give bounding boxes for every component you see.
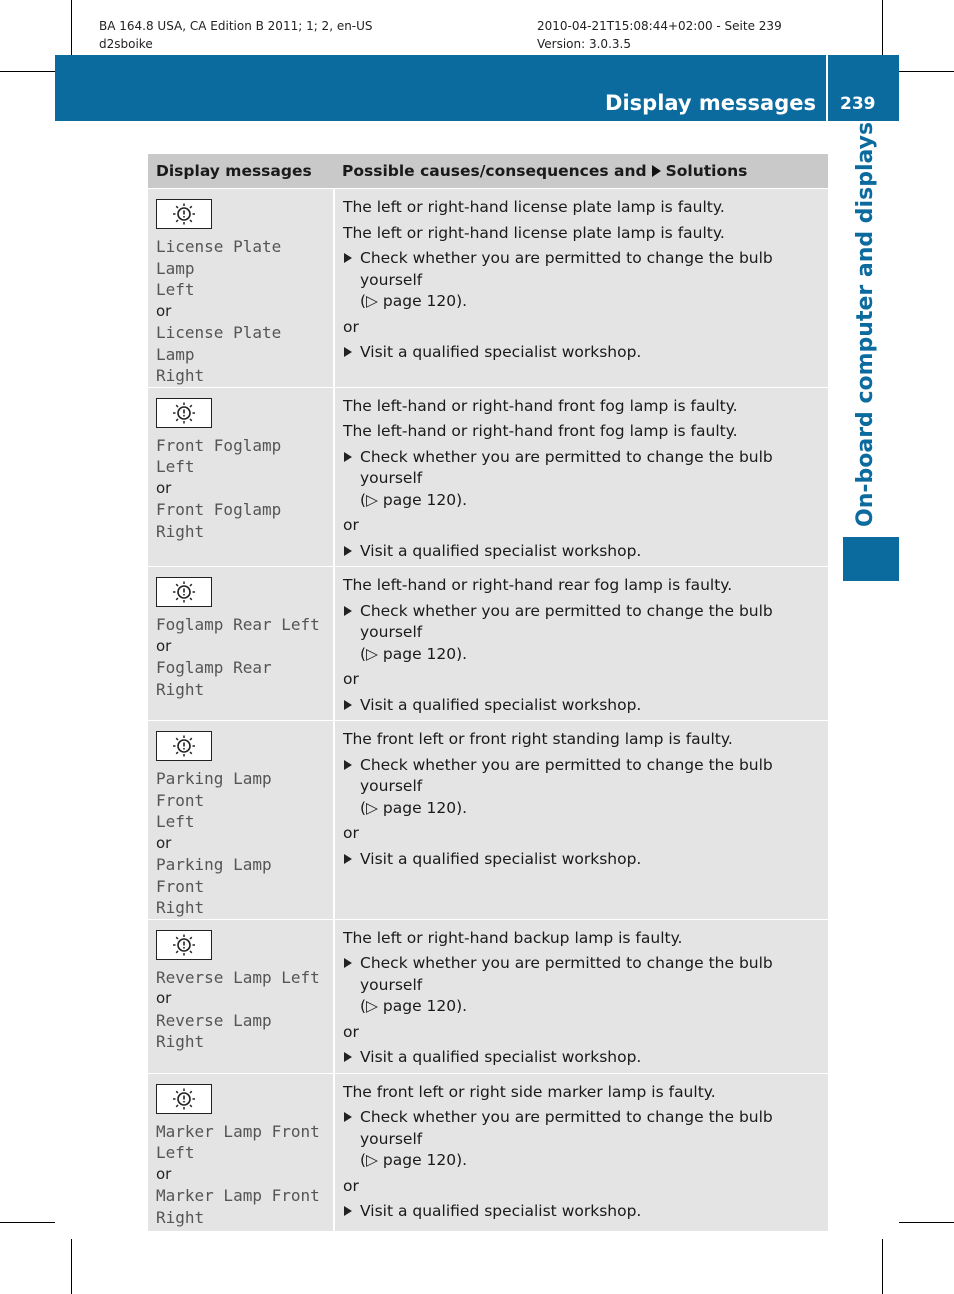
- page-reference: (▷ page 120).: [360, 997, 468, 1015]
- page-number: 239: [840, 94, 876, 114]
- or-text: or: [343, 317, 359, 336]
- solution-step: [343, 447, 822, 512]
- display-message: License Plate Lamp Right: [156, 323, 282, 385]
- step-text: Check whether you are permitted to change the bulb yourself: [360, 601, 773, 641]
- message-cell: [148, 721, 334, 920]
- crop-mark: [882, 0, 883, 55]
- page-reference: (▷ page 120).: [360, 490, 468, 509]
- crop-mark: [71, 1239, 72, 1294]
- display-message: Front Foglamp Left: [156, 435, 282, 476]
- print-meta-left: [99, 17, 373, 53]
- message-cell: [148, 189, 334, 388]
- bulb-warning-icon: [156, 199, 212, 229]
- step-arrow-icon: [344, 1206, 352, 1216]
- display-message: Reverse Lamp Right: [156, 1010, 272, 1051]
- chapter-title: On-board computer and displays: [853, 121, 878, 527]
- print-meta-right: [537, 17, 782, 53]
- cause-text: The left or right-hand backup lamp is faulty.: [343, 928, 683, 947]
- bulb-warning-icon: [156, 577, 212, 607]
- section-banner: [55, 55, 899, 121]
- solution-step: [343, 1047, 822, 1069]
- column-header-messages: Display messages: [148, 154, 334, 189]
- step-arrow-icon: [344, 700, 352, 710]
- cause-text: The front left or right side marker lamp is faulty.: [343, 1082, 716, 1101]
- section-title: Display messages: [605, 91, 816, 115]
- solution-step: [343, 755, 822, 820]
- crop-mark: [899, 1222, 954, 1223]
- chapter-tab-marker: [843, 537, 899, 581]
- display-message: Front Foglamp Right: [156, 500, 282, 541]
- table-row: [148, 919, 828, 1073]
- print-meta-line: 2010-04-21T15:08:44+02:00 - Seite 239: [537, 19, 782, 33]
- solution-step: [343, 849, 822, 871]
- chapter-side-label: [836, 121, 896, 527]
- or-text: or: [343, 824, 359, 842]
- step-text: Check whether you are permitted to change the bulb yourself: [360, 1108, 773, 1148]
- page-reference: (▷ page 120).: [360, 292, 468, 310]
- cause-text: The left or right-hand license plate lamp is faulty.: [343, 198, 725, 216]
- step-text: Check whether you are permitted to change the bulb yourself: [360, 447, 773, 487]
- display-message: License Plate Lamp Left: [156, 237, 282, 299]
- solution-step: [343, 601, 822, 666]
- crop-mark: [71, 0, 72, 55]
- solution-step: [343, 953, 822, 1018]
- solution-step: [343, 342, 822, 364]
- display-message: Marker Lamp Front Right: [156, 1186, 320, 1227]
- solution-cell: [334, 721, 828, 920]
- step-arrow-icon: [344, 606, 352, 616]
- or-text: or: [156, 833, 172, 852]
- print-meta-line: d2sboike: [99, 37, 153, 51]
- crop-mark: [899, 71, 954, 72]
- or-text: or: [343, 516, 359, 534]
- step-text: Check whether you are permitted to change the bulb yourself: [360, 249, 773, 289]
- or-text: or: [156, 478, 172, 497]
- solution-cell: [334, 567, 828, 721]
- bulb-warning-icon: [156, 731, 212, 761]
- step-arrow-icon: [344, 253, 352, 263]
- or-text: or: [156, 1164, 172, 1183]
- step-text: Check whether you are permitted to change the bulb yourself: [360, 755, 773, 795]
- crop-mark: [0, 1222, 55, 1223]
- step-arrow-icon: [344, 452, 352, 462]
- step-arrow-icon: [344, 958, 352, 968]
- table-row: [148, 567, 828, 721]
- or-text: or: [156, 301, 172, 320]
- step-arrow-icon: [344, 546, 352, 556]
- page-reference: (▷ page 120).: [360, 1151, 468, 1169]
- message-cell: [148, 387, 334, 567]
- or-text: or: [343, 670, 359, 688]
- arrow-right-icon: [652, 165, 661, 177]
- display-message: Parking Lamp Front Left: [156, 769, 272, 831]
- display-messages-table: [148, 154, 828, 1231]
- cause-text: The front left or front right standing lamp is faulty.: [343, 730, 733, 748]
- solution-cell: [334, 1073, 828, 1231]
- print-meta-line: Version: 3.0.3.5: [537, 37, 631, 51]
- cause-text: The left-hand or right-hand front fog lamp is faulty.: [343, 422, 738, 440]
- message-cell: [148, 1073, 334, 1231]
- solution-step: [343, 248, 822, 313]
- table-row: [148, 189, 828, 388]
- solution-step: [343, 1107, 822, 1172]
- display-message: Marker Lamp Front Left: [156, 1121, 320, 1162]
- step-text: Visit a qualified specialist workshop.: [360, 1048, 642, 1066]
- print-meta-line: BA 164.8 USA, CA Edition B 2011; 1; 2, en-US: [99, 19, 373, 33]
- or-text: or: [156, 636, 172, 655]
- table-header-row: [148, 154, 828, 189]
- column-header-text: Solutions: [665, 162, 748, 180]
- solution-step: [343, 1201, 822, 1223]
- solution-cell: [334, 919, 828, 1073]
- display-message: Foglamp Rear Left: [156, 615, 320, 634]
- solution-cell: [334, 387, 828, 567]
- step-arrow-icon: [344, 760, 352, 770]
- cause-text: The left-hand or right-hand front fog lamp is faulty.: [343, 396, 738, 415]
- bulb-warning-icon: [156, 1084, 212, 1114]
- crop-mark: [0, 71, 55, 72]
- display-message: Reverse Lamp Left: [156, 967, 320, 987]
- page-reference: (▷ page 120).: [360, 644, 468, 663]
- page-reference: (▷ page 120).: [360, 798, 468, 817]
- column-header-solutions: [334, 154, 828, 189]
- or-text: or: [343, 1176, 359, 1195]
- display-message: Foglamp Rear Right: [156, 658, 272, 699]
- column-header-text: Possible causes/consequences and: [342, 162, 647, 180]
- bulb-warning-icon: [156, 930, 212, 960]
- step-text: Visit a qualified specialist workshop.: [360, 1202, 642, 1220]
- crop-mark: [882, 1239, 883, 1294]
- step-text: Check whether you are permitted to change the bulb yourself: [360, 954, 773, 994]
- step-arrow-icon: [344, 1112, 352, 1122]
- table-row: [148, 1073, 828, 1231]
- cause-text: The left or right-hand license plate lamp is faulty.: [343, 223, 725, 242]
- step-text: Visit a qualified specialist workshop.: [360, 541, 642, 560]
- message-cell: [148, 567, 334, 721]
- step-text: Visit a qualified specialist workshop.: [360, 849, 642, 868]
- cause-text: The left-hand or right-hand rear fog lamp is faulty.: [343, 576, 733, 594]
- message-cell: [148, 919, 334, 1073]
- banner-divider: [826, 55, 828, 121]
- step-text: Visit a qualified specialist workshop.: [360, 695, 642, 714]
- table-row: [148, 387, 828, 567]
- solution-step: [343, 695, 822, 717]
- step-arrow-icon: [344, 347, 352, 357]
- bulb-warning-icon: [156, 398, 212, 428]
- solution-cell: [334, 189, 828, 388]
- table-row: [148, 721, 828, 920]
- or-text: or: [156, 989, 172, 1007]
- or-text: or: [343, 1022, 359, 1041]
- solution-step: [343, 541, 822, 563]
- step-arrow-icon: [344, 854, 352, 864]
- step-text: Visit a qualified specialist workshop.: [360, 343, 642, 361]
- step-arrow-icon: [344, 1052, 352, 1062]
- display-message: Parking Lamp Front Right: [156, 855, 272, 917]
